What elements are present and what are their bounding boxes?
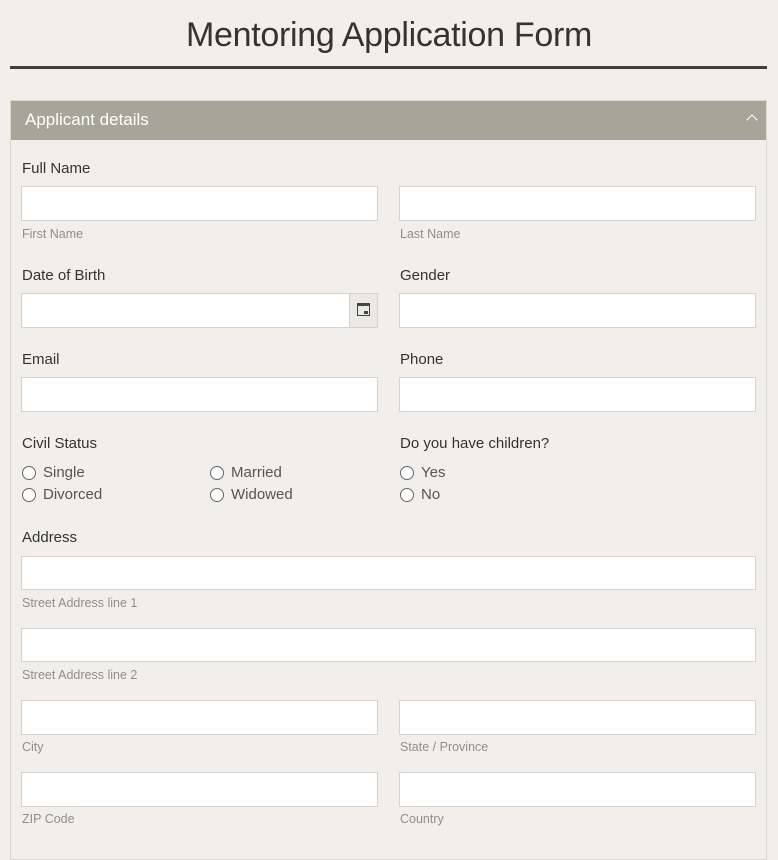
email-input[interactable]	[21, 377, 378, 412]
first-name-sublabel: First Name	[22, 227, 84, 241]
calendar-icon	[357, 303, 370, 316]
email-label: Email	[22, 351, 60, 368]
gender-input[interactable]	[399, 293, 756, 328]
phone-label: Phone	[400, 351, 444, 368]
radio-single-label: Single	[43, 464, 85, 481]
state-input[interactable]	[399, 700, 756, 735]
section-header-label: Applicant details	[25, 110, 149, 129]
last-name-input[interactable]	[399, 186, 756, 221]
radio-single[interactable]	[22, 464, 85, 481]
section-header[interactable]	[11, 101, 766, 140]
phone-input[interactable]	[399, 377, 756, 412]
first-name-input[interactable]	[21, 186, 378, 221]
children-label: Do you have children?	[400, 435, 550, 452]
civil-status-label: Civil Status	[22, 435, 98, 452]
radio-yes[interactable]	[400, 464, 445, 481]
city-sublabel: City	[22, 740, 44, 754]
radio-circle[interactable]	[210, 466, 224, 480]
street1-sublabel: Street Address line 1	[22, 596, 138, 610]
dob-input[interactable]	[21, 293, 378, 328]
street1-input[interactable]	[21, 556, 756, 590]
page-title: Mentoring Application Form	[185, 16, 593, 54]
date-picker-button[interactable]	[349, 294, 377, 327]
zip-sublabel: ZIP Code	[22, 812, 75, 826]
radio-widowed-label: Widowed	[231, 486, 293, 503]
street2-sublabel: Street Address line 2	[22, 668, 138, 682]
radio-circle[interactable]	[22, 488, 36, 502]
radio-circle[interactable]	[210, 488, 224, 502]
address-label: Address	[22, 529, 78, 546]
radio-married-label: Married	[231, 464, 282, 481]
title-divider	[10, 66, 767, 69]
radio-no-label: No	[421, 486, 441, 503]
last-name-sublabel: Last Name	[400, 227, 461, 241]
dob-label: Date of Birth	[22, 267, 106, 284]
city-input[interactable]	[21, 700, 378, 735]
radio-circle[interactable]	[22, 466, 36, 480]
full-name-label: Full Name	[22, 160, 91, 177]
radio-married[interactable]	[210, 464, 282, 481]
country-sublabel: Country	[400, 812, 444, 826]
radio-yes-label: Yes	[421, 464, 446, 481]
gender-label: Gender	[400, 267, 451, 284]
country-input[interactable]	[399, 772, 756, 807]
radio-widowed[interactable]	[210, 486, 293, 503]
radio-divorced-label: Divorced	[43, 486, 103, 503]
chevron-up-icon[interactable]	[746, 114, 757, 125]
radio-circle[interactable]	[400, 466, 414, 480]
radio-no[interactable]	[400, 486, 440, 503]
radio-divorced[interactable]	[22, 486, 102, 503]
street2-input[interactable]	[21, 628, 756, 662]
state-sublabel: State / Province	[400, 740, 489, 754]
zip-input[interactable]	[21, 772, 378, 807]
radio-circle[interactable]	[400, 488, 414, 502]
